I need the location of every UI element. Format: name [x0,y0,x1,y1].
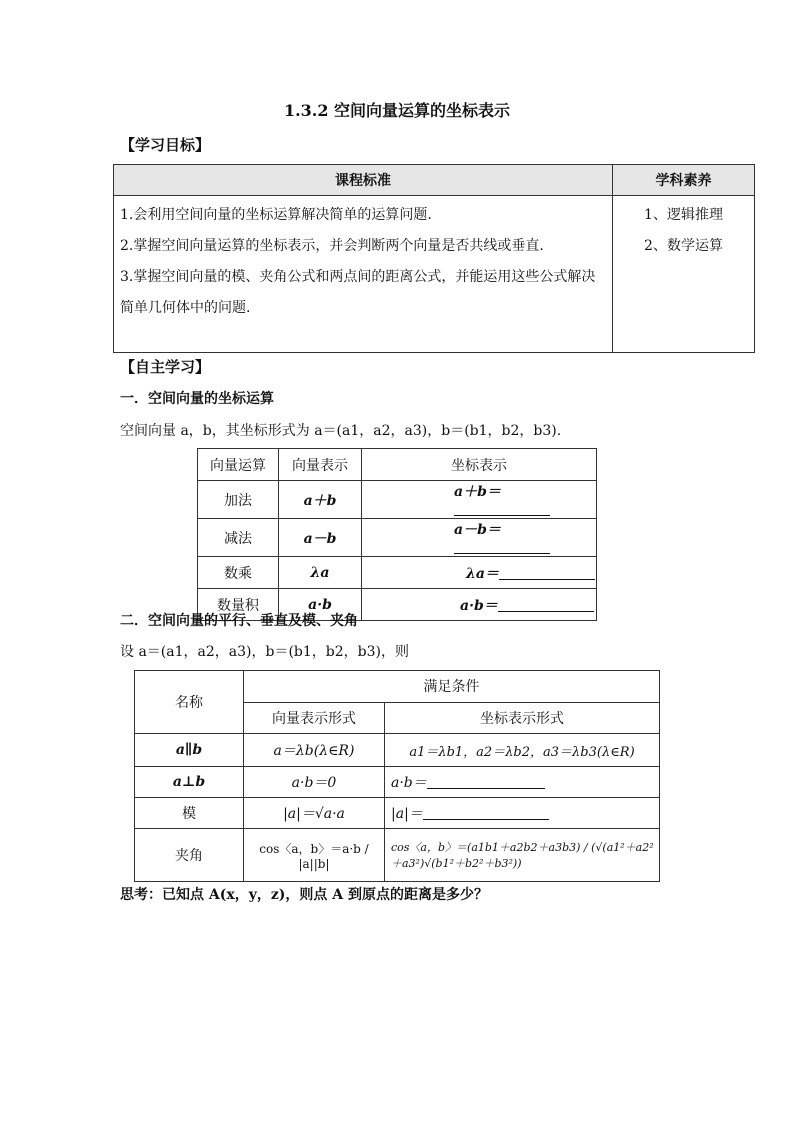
ops-op: 数量积 [198,589,279,621]
part2-intro: 设 a＝(a1，a2，a3)，b＝(b1，b2，b3)，则 [120,644,409,660]
table-row [135,798,660,829]
table-row [135,767,660,798]
objectives-header-literacy: 学科素养 [613,165,755,196]
cond-name: 模 [135,798,244,829]
cond-header-satisfy: 满足条件 [244,671,660,703]
cond-name: a⊥b [135,767,244,798]
answer-blank[interactable] [454,539,550,554]
literacy-item: 2、数学运算 [644,238,723,254]
objectives-standards-cell [114,196,613,353]
cond-vec: cos〈a，b〉＝a·b / |a||b| [244,829,385,882]
objectives-header-standard: 课程标准 [114,165,613,196]
answer-blank[interactable] [498,597,594,612]
operations-table [197,448,597,621]
ops-vec: a＋b [279,481,362,519]
ops-op: 减法 [198,519,279,557]
answer-blank[interactable] [454,501,550,516]
think-question: 思考：已知点 A(x，y，z)，则点 A 到原点的距离是多少？ [120,887,489,903]
answer-blank[interactable] [427,774,545,789]
ops-coord: a－b＝ [362,519,597,557]
ops-coord: a＋b＝ [362,481,597,519]
cond-coord: a·b＝ [385,767,660,798]
part1-intro: 空间向量 a，b，其坐标形式为 a＝(a1，a2，a3)，b＝(b1，b2，b3). [120,423,562,439]
cond-vec: a·b＝0 [244,767,385,798]
ops-op: 加法 [198,481,279,519]
ops-header-coord: 坐标表示 [362,449,597,481]
standard-item: 1.会利用空间向量的坐标运算解决简单的运算问题. [120,207,432,223]
standard-item: 2.掌握空间向量运算的坐标表示，并会判断两个向量是否共线或垂直. [120,238,544,254]
cond-vec: |a|＝√a·a [244,798,385,829]
ops-op: 数乘 [198,557,279,589]
cond-vec: a＝λb(λ∈R) [244,734,385,767]
cond-name: 夹角 [135,829,244,882]
conditions-table [134,670,660,882]
ops-vec: a·b [279,589,362,621]
answer-blank[interactable] [423,805,549,820]
page-title: 1.3.2 空间向量运算的坐标表示 [283,101,511,120]
table-row [198,481,597,519]
objectives-literacy-cell [613,196,755,353]
cond-coord: cos〈a，b〉＝(a1b1＋a2b2＋a3b3) / (√(a1²＋a2²＋a3²)√(b1²＋b2²＋b3²)) [385,829,660,882]
cond-coord: a1＝λb1，a2＝λb2，a3＝λb3(λ∈R) [385,734,660,767]
ops-header-vec: 向量表示 [279,449,362,481]
standard-item: 3.掌握空间向量的模、夹角公式和两点间的距离公式，并能运用这些公式解决简单几何体中的问题. [120,269,596,316]
part1-heading: 一．空间向量的坐标运算 [120,391,274,407]
cond-name: a∥b [135,734,244,767]
table-row [135,829,660,882]
ops-header-op: 向量运算 [198,449,279,481]
answer-blank[interactable] [499,565,595,580]
table-row [135,734,660,767]
ops-vec: λa [279,557,362,589]
cond-header-name: 名称 [135,671,244,734]
cond-header-coord: 坐标表示形式 [385,702,660,734]
ops-coord: λa＝ [362,557,597,589]
section-self-study-heading: 【自主学习】 [120,358,211,376]
ops-coord: a·b＝ [362,589,597,621]
table-row [198,557,597,589]
cond-header-vec: 向量表示形式 [244,702,385,734]
section-objectives-heading: 【学习目标】 [120,136,211,154]
literacy-item: 1、逻辑推理 [644,207,723,223]
objectives-table [113,164,755,353]
cond-coord: |a|＝ [385,798,660,829]
ops-vec: a－b [279,519,362,557]
table-row [198,519,597,557]
part2-heading: 二．空间向量的平行、垂直及模、夹角 [120,613,358,629]
